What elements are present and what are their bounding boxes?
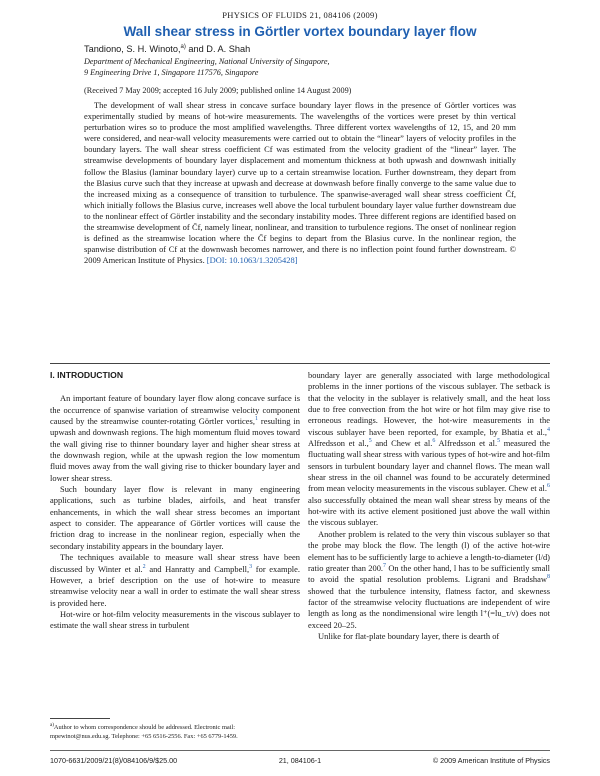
citation-ref[interactable]: 2: [142, 563, 146, 570]
intro-paragraph-5: [308, 529, 550, 631]
abstract: [84, 100, 516, 266]
citation-ref[interactable]: 1: [254, 416, 258, 423]
intro-paragraph-6: Unlike for flat-plate boundary layer, there is dearth of: [318, 630, 500, 641]
intro-p1-text-a: An important feature of boundary layer flow along concave surface is the occurrence of spanwise variation of streamwise velocity component caused by the streamwise counter-rotating Görtler vortices,: [50, 393, 300, 427]
authors-first: Tandiono, S. H. Winoto,: [84, 44, 181, 55]
authors-second: and D. A. Shah: [185, 44, 251, 55]
citation-ref[interactable]: 7: [383, 563, 387, 570]
citation-ref[interactable]: 8: [547, 574, 550, 581]
intro-paragraph-4-cont: [308, 370, 550, 529]
abstract-text: The development of wall shear stress in concave surface boundary layer flows in the presence of Görtler vortices was experimentally studied by means of hot-wire measurements. The wavelengths of the vortices were preset by thin vertical perturbation wires so to produce the most amplified wavelengths. Three different vortex wavelengths of 12, 15, and 20 mm were considered, and near-wall velocity measurements were carried out to obtain the “linear” layers of velocity profiles in the boundary layers. The wall shear stress coefficient Cf was estimated from the velocity gradient of the “linear” layer. The streamwise developments of boundary layer displacement and momentum thickness at both upwash and downwash initially follow the Blasius (laminar boundary layer) curve up to a certain streamwise location. Further downstream, they depart from the Blasius curve such that they increase at upwash and decrease at downwash before finally converge to the same value due to the increased mixing as a consequence of transition to turbulence. The spanwise-averaged wall shear stress coefficient C̄f, which initially follows the Blasius curve, increases well above the local turbulent boundary layer value further downstream due to the nonlinear effect of Görtler instability and the secondary instability modes. Three different regions are identified based on the streamwise development of C̄f, namely linear, nonlinear, and transition to turbulence regions. The onset of nonlinear region is defined as the streamwise location where the C̄f begins to depart from the Blasius curve. In the nonlinear region, the spanwise distribution of Cf at the downwash becomes narrower, and there is no inflection point found further downstream. © 2009 American Institute of Physics.: [84, 100, 516, 266]
right-column: [308, 370, 550, 642]
footnote-marker: a): [50, 723, 54, 728]
right-p2-text-a: Another problem is related to the very thin viscous sublayer so that the probe may block the flow. The length (l) of the active hot-wire element has to be sufficiently large to achieve a length-to-diameter (l/d) ratio greater than 200.: [308, 528, 550, 573]
right-p1-text-f: also successfully obtained the mean wall shear stress by means of the hot-wire with its active element positioned just above the wall within the viscous sublayer.: [308, 494, 550, 528]
intro-p1-text-b: resulting in upwash and downwash regions. The high momentum fluid moves toward the wall giving rise to thinner boundary layer and higher shear stress at the downwash region, while at the upwash region the low momentum fluid moves away from the wall giving rise to thicker boundary layer and lower shear stress.: [50, 416, 300, 483]
footer-copyright: © 2009 American Institute of Physics: [432, 756, 550, 765]
intro-paragraph-3: [50, 552, 300, 609]
right-p1-text-e: measured the fluctuating wall shear stress with various types of hot-wire and hot-film sensors in turbulent boundary layer and channel flows. The mean wall shear stress in the oil channel was found to be accurately determined from mean velocity measurements in the viscous sublayer. Chew et al.: [308, 438, 550, 494]
footnote-divider: [50, 718, 110, 719]
right-p1-text-c: and Chew et al.: [371, 438, 433, 449]
intro-p3-text-b: and Hanratty and Campbell,: [145, 563, 250, 574]
intro-paragraph-2: Such boundary layer flow is relevant in many engineering applications, such as turbine blades, airfoils, and heat transfer enhancements, in which the wall shear stress becomes an important aspect to consider. The appearance of Görtler vortices will cause the friction drag to increase in the nonlinear region, especially when the secondary instability appears in the boundary layer.: [50, 484, 300, 551]
citation-ref[interactable]: 6: [432, 438, 436, 445]
author-list: [84, 44, 250, 54]
running-head: PHYSICS OF FLUIDS 21, 084106 (2009): [222, 10, 378, 20]
footer-issn: 1070-6631/2009/21(8)/084106/9/$25.00: [50, 756, 178, 765]
intro-p3-text-c: for example. However, a brief description on the use of hot-wire to measure streamwise velocity near a wall in order to estimate the wall shear stress is provided here.: [50, 563, 300, 608]
right-p1-text-d: Alfredsson et al.: [435, 438, 498, 449]
intro-p3-text-a: The techniques available to measure wall shear stress have been discussed by Winter et al.: [50, 552, 300, 574]
intro-paragraph-4: Hot-wire or hot-film velocity measurements in the viscous sublayer to estimate the wall shear stress in turbulent: [50, 608, 300, 631]
citation-ref[interactable]: 3: [249, 563, 253, 570]
doi-link[interactable]: [DOI: 10.1063/1.3205428]: [206, 255, 298, 266]
correspondence-footnote: [50, 722, 296, 741]
right-p2-text-b: On the other hand, l has to be sufficiently small to avoid the spatial resolution problems. Ligrani and Bradshaw: [308, 562, 551, 585]
citation-ref[interactable]: 5: [368, 438, 372, 445]
footer-page-number: 21, 084106-1: [278, 756, 322, 765]
left-column: [50, 370, 300, 632]
author-footnote-marker: a): [180, 44, 186, 50]
citation-ref[interactable]: 4: [547, 426, 550, 433]
right-p2-text-c: showed that the turbulence intensity, flatness factor, and skewness factor of the streamwise velocity fluctuations are independent of wire length as long as the nondimensional wire length l⁺(=lu_τ/ν) does not exceed 20–25.: [308, 585, 550, 630]
footer-divider: [50, 750, 550, 751]
abstract-divider: [50, 363, 550, 364]
footnote-text: Author to whom correspondence should be addressed. Electronic mail: mpewinot@nus.edu.sg. Telephone: +65 6516-2556. Fax: +65 6779-1459.: [50, 724, 238, 740]
right-p1-text-a: boundary layer are generally associated with large methodological problems in the inner portions of the viscous sublayer. The setback is that the velocity in the sublayer is relatively small, and the heat loss due to free convection from the hot wire or hot film may give rise to erroneous readings. However, the hot-wire measurements in the viscous sublayer have been reported, for example, by Bhatia et al.,: [308, 370, 550, 437]
affiliation-line-1: Department of Mechanical Engineering, National University of Singapore,: [84, 57, 330, 66]
right-p1-text-b: Alfredsson et al.,: [308, 438, 369, 449]
article-title: Wall shear stress in Görtler vortex boundary layer flow: [123, 24, 477, 39]
citation-ref[interactable]: 6: [547, 483, 550, 490]
received-dates: (Received 7 May 2009; accepted 16 July 2009; published online 14 August 2009): [84, 86, 352, 95]
intro-paragraph-1: [50, 393, 300, 484]
section-heading-introduction: I. INTRODUCTION: [50, 370, 124, 380]
affiliation-line-2: 9 Engineering Drive 1, Singapore 117576, Singapore: [84, 68, 259, 77]
citation-ref[interactable]: 5: [497, 438, 501, 445]
